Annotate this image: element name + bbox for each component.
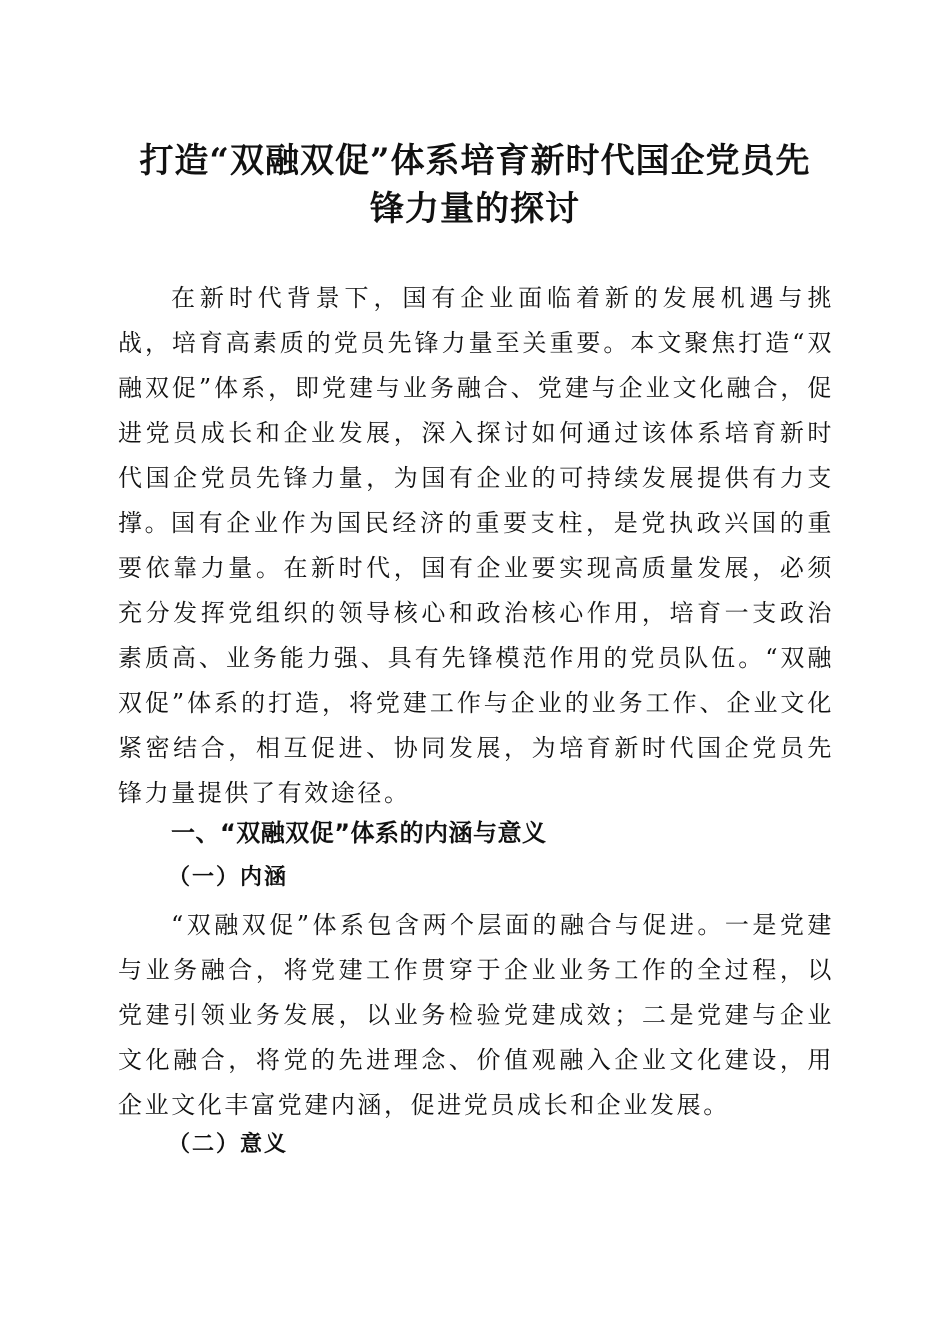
document-title-line-2: 锋力量的探讨 — [370, 189, 580, 229]
document-title-line-1: 打造“双融双促”体系培育新时代国企党员先 — [139, 141, 811, 181]
subsection-heading-connotation: （一）内涵 — [168, 865, 289, 890]
subsection-heading-significance: （二）意义 — [168, 1132, 289, 1157]
paragraph-intro: 在新时代背景下，国有企业面临着新的发展机遇与挑战，培育高素质的党员先锋力量至关重要。本文聚焦打造“双融双促”体系，即党建与业务融合、党建与企业文化融合，促进党员成长和企业发展，深入探讨如何通过该体系培育新时代国企党员先锋力量，为国有企业的可持续发展提供有力支撑。 — [118, 284, 834, 537]
paragraph-background: 国有企业作为国民经济的重要支柱，是党执政兴国的重要依靠力量。在新时代，国有企业要实现高质量发展，必须充分发挥党组织的领导核心和政治核心作用，培育一支政治素质高、业务能力强、具有先锋模范作用的党员队伍。“双融双促”体系的打造，将党建工作与企业的业务工作、企业文化紧密结合，相互促进、协同发展，为培育新时代国企党员先锋力量提供了有效途径。 — [118, 509, 834, 807]
paragraph-connotation: “双融双促”体系包含两个层面的融合与促进。一是党建与业务融合，将党建工作贯穿于企业业务工作的全过程，以党建引领业务发展，以业务检验党建成效；二是党建与企业文化融合，将党的先进理念、价值观融入企业文化建设，用企业文化丰富党建内涵，促进党员成长和企业发展。 — [118, 911, 834, 1119]
section-heading-1: 一、“双融双促”体系的内涵与意义 — [171, 819, 547, 847]
